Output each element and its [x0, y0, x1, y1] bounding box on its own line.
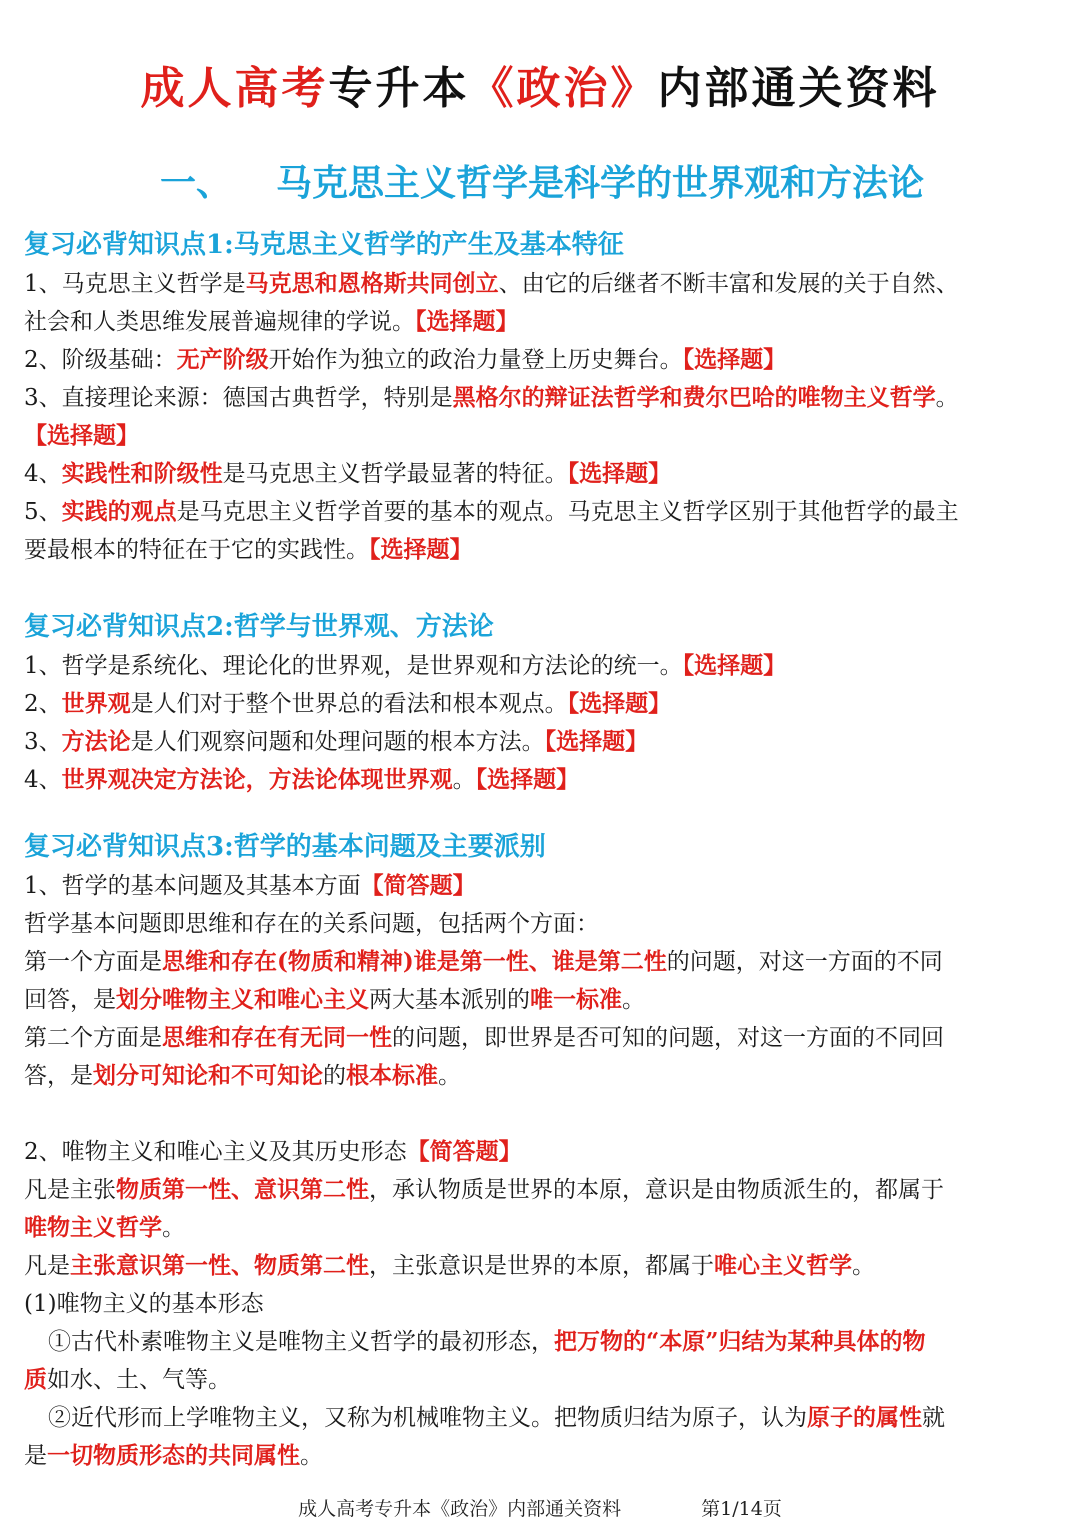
kp3-line-7: 凡是主张物质第一性、意识第二性，承认物质是世界的本原，意识是由物质派生的，都属于: [24, 1176, 944, 1203]
document-title: [0, 52, 1080, 116]
title-part-3: 《政治》: [469, 63, 658, 114]
question-type-tag: 【简答题】: [360, 872, 476, 899]
kp2-line-1: 1、哲学是系统化、理论化的世界观，是世界观和方法论的统一。【选择题】: [24, 652, 787, 679]
kp1-line-2: 2、阶级基础：无产阶级开始作为独立的政治力量登上历史舞台。【选择题】: [24, 346, 787, 373]
kp3-line-1: 1、哲学的基本问题及其基本方面【简答题】: [24, 872, 476, 899]
kp3-line-10: (1)唯物主义的基本形态: [24, 1291, 264, 1317]
kp1-line-3-tag: [24, 417, 1056, 455]
kp3-line-9: 凡是主张意识第一性、物质第二性，主张意识是世界的本原，都属于唯心主义哲学。: [24, 1252, 875, 1279]
question-type-tag: 【选择题】: [415, 308, 519, 335]
kp3-line-8: 唯物主义哲学。: [24, 1214, 185, 1241]
kp2-heading: 复习必背知识点2:哲学与世界观、方法论: [24, 612, 494, 642]
kp3-line-3: 第一个方面是思维和存在(物质和精神)谁是第一性、谁是第二性的问题，对这一方面的不同: [24, 948, 943, 975]
page-content: [24, 225, 1056, 1475]
section-text: 马克思主义哲学是科学的世界观和方法论: [276, 163, 925, 204]
title-part-4: 内部通关资料: [657, 63, 940, 114]
kp3-heading: 复习必背知识点3:哲学的基本问题及主要派别: [24, 832, 546, 862]
kp1-line-5: 5、实践的观点是马克思主义哲学首要的基本的观点。马克思主义哲学区别于其他哲学的最主: [24, 498, 959, 525]
kp3-line-13: ②近代形而上学唯物主义，又称为机械唯物主义。把物质归结为原子，认为原子的属性就: [48, 1404, 945, 1431]
kp1-line-4: 4、实践性和阶级性是马克思主义哲学最显著的特征。【选择题】: [24, 460, 672, 487]
kp1-line-1: 1、马克思主义哲学是马克思和恩格斯共同创立、由它的后继者不断丰富和发展的关于自然、: [24, 270, 959, 297]
question-type-tag: 【简答题】: [406, 1138, 522, 1165]
page-number: 第1/14页: [701, 1498, 782, 1520]
kp3-line-11: ①古代朴素唯物主义是唯物主义哲学的最初形态，把万物的“本原”归结为某种具体的物: [48, 1328, 926, 1355]
kp1-line-1-cont: 社会和人类思维发展普遍规律的学说。【选择题】: [24, 308, 519, 335]
question-type-tag: 【选择题】: [567, 690, 672, 717]
question-type-tag: 【选择题】: [682, 346, 787, 373]
question-type-tag: 【选择题】: [24, 422, 139, 449]
question-type-tag: 【选择题】: [544, 728, 649, 755]
kp3-line-14: 是一切物质形态的共同属性。: [24, 1442, 323, 1469]
question-type-tag: 【选择题】: [475, 766, 580, 793]
page-footer: [0, 1494, 1080, 1521]
kp1-line-5-cont: 要最根本的特征在于它的实践性。【选择题】: [24, 536, 473, 563]
kp3-line-2: 哲学基本问题即思维和存在的关系问题，包括两个方面：: [24, 911, 599, 937]
kp1-line-3: 3、直接理论来源：德国古典哲学，特别是黑格尔的辩证法哲学和费尔巴哈的唯物主义哲学。: [24, 384, 959, 411]
kp3-line-12: 质如水、土、气等。: [24, 1366, 231, 1393]
kp3-line-5: 第二个方面是思维和存在有无同一性的问题，即世界是否可知的问题，对这一方面的不同回: [24, 1024, 944, 1051]
question-type-tag: 【选择题】: [567, 460, 672, 487]
kp1-heading: 复习必背知识点1:马克思主义哲学的产生及基本特征: [24, 230, 624, 260]
kp3-line-6: 答，是划分可知论和不可知论的根本标准。: [24, 1062, 461, 1089]
kp2-line-3: 3、方法论是人们观察问题和处理问题的根本方法。【选择题】: [24, 728, 649, 755]
title-part-2: 专升本: [328, 63, 470, 114]
section-heading: [160, 155, 924, 206]
kp3-line-4: 回答，是划分唯物主义和唯心主义两大基本派别的唯一标准。: [24, 986, 645, 1013]
question-type-tag: 【选择题】: [369, 536, 473, 563]
kp3-sub-heading-2: 2、唯物主义和唯心主义及其历史形态【简答题】: [24, 1138, 522, 1165]
question-type-tag: 【选择题】: [682, 652, 787, 679]
kp2-line-2: 2、世界观是人们对于整个世界总的看法和根本观点。【选择题】: [24, 690, 672, 717]
footer-text: 成人高考专升本《政治》内部通关资料: [298, 1498, 622, 1520]
kp2-line-4: 4、世界观决定方法论，方法论体现世界观。【选择题】: [24, 766, 580, 793]
title-part-1: 成人高考: [140, 63, 329, 114]
section-number: 一、: [160, 163, 233, 204]
